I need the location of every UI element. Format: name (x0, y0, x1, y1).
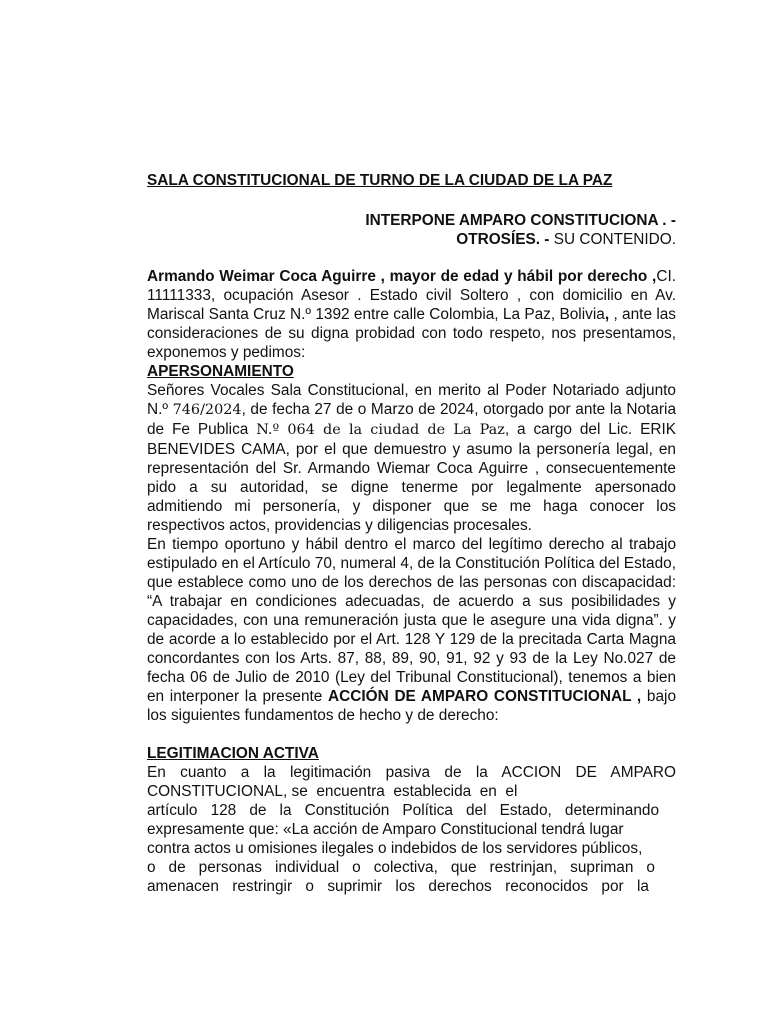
legitimacion-line: expresamente que: «La acción de Amparo Constitucional tendrá lugar (147, 821, 624, 838)
petitioner-name: Armando Weimar Coca Aguirre , mayor de edad y hábil por derecho , (147, 268, 657, 285)
spacer (147, 725, 676, 744)
court-heading: SALA CONSTITUCIONAL DE TURNO DE LA CIUDAD DE LA PAZ (147, 172, 613, 189)
section-title-apersonamiento: APERSONAMIENTO (147, 363, 294, 380)
legitimacion-line: CONSTITUCIONAL, se encuentra establecida en el (147, 783, 518, 800)
legitimacion-line: En cuanto a la legitimación pasiva de la ACCION DE AMPARO (147, 764, 676, 781)
intro-comma: , (604, 306, 610, 323)
accion-amparo-bold: ACCIÓN DE AMPARO CONSTITUCIONAL , (328, 688, 642, 705)
apersonamiento-text-c: , a cargo del Lic. ERIK BENEVIDES CAMA, por el que demuestro y asumo la personería legal, en representación del Sr. Armando Wiemar Coca Aguirre , consecuentemente pido a su autoridad, se digne tenerme por legalmente apersonado admitiendo mi personería, y disponer que se me haga conocer los respectivos actos, providencias y diligencias procesales. (147, 421, 677, 534)
document-body (147, 267, 676, 896)
intro-text: CI. 11111333, ocupación Asesor . Estado civil Soltero , con domicilio en Av. Mariscal Santa Cruz N.º 1392 entre calle Colombia, La Paz, Bolivia (147, 268, 676, 323)
section-title-legitimacion: LEGITIMACION ACTIVA (147, 745, 319, 762)
notaria-reference: N.º 064 de la ciudad de La Paz (256, 422, 505, 438)
sumilla-contenido: SU CONTENIDO. (549, 231, 676, 248)
legitimacion-line: o de personas individual o colectiva, que restrinjan, supriman o (147, 859, 655, 876)
apersonamiento-paragraph-1 (147, 381, 676, 535)
legitimacion-line: artículo 128 de la Constitución Política del Estado, determinando (147, 802, 659, 819)
intro-tail: , ante las consideraciones de su digna probidad con todo respeto, nos presentamos, exponemos y pedimos: (147, 306, 677, 361)
fundamento-text-a: En tiempo oportuno y hábil dentro el marco del legítimo derecho al trabajo estipulado en el Artículo 70, numeral 4, de la Constitución Política del Estado, que establece como uno de los derechos de las personas con discapacidad: “A trabajar en condiciones adecuadas, de acuerdo a sus posibilidades y capacidades, con una remuneración justa que le asegure una vida digna”. y de acorde a lo establecido por el Art. 128 Y 129 de la precitada Carta Magna concordantes con los Arts. 87, 88, 89, 90, 91, 92 y 93 de la Ley No.027 de fecha 06 de Julio de 2010 (Ley del Tribunal Constitucional), tenemos a bien en interponer la presente (147, 536, 676, 705)
apersonamiento-text-b: , de fecha 27 de o Marzo de 2024, otorgado por ante la Notaria de Fe Publica (147, 401, 676, 438)
fundamento-text-b: bajo los siguientes fundamentos de hecho y de derecho: (147, 688, 677, 724)
legitimacion-line: amenacen restringir o suprimir los derechos reconocidos por la (147, 878, 649, 895)
apersonamiento-text-a: Señores Vocales Sala Constitucional, en merito al Poder Notariado adjunto N.º (147, 382, 676, 418)
apersonamiento-paragraph-2 (147, 535, 676, 725)
sumilla-line-2 (365, 230, 676, 249)
sumilla (365, 211, 676, 249)
sumilla-otrosies: OTROSÍES. - (456, 231, 550, 248)
legitimacion-paragraph (147, 763, 676, 896)
poder-number: 746/2024 (172, 402, 242, 418)
sumilla-line-1: INTERPONE AMPARO CONSTITUCIONA . - (365, 212, 676, 229)
intro-paragraph (147, 267, 676, 362)
legitimacion-line: contra actos u omisiones ilegales o indebidos de los servidores públicos, (147, 840, 643, 857)
